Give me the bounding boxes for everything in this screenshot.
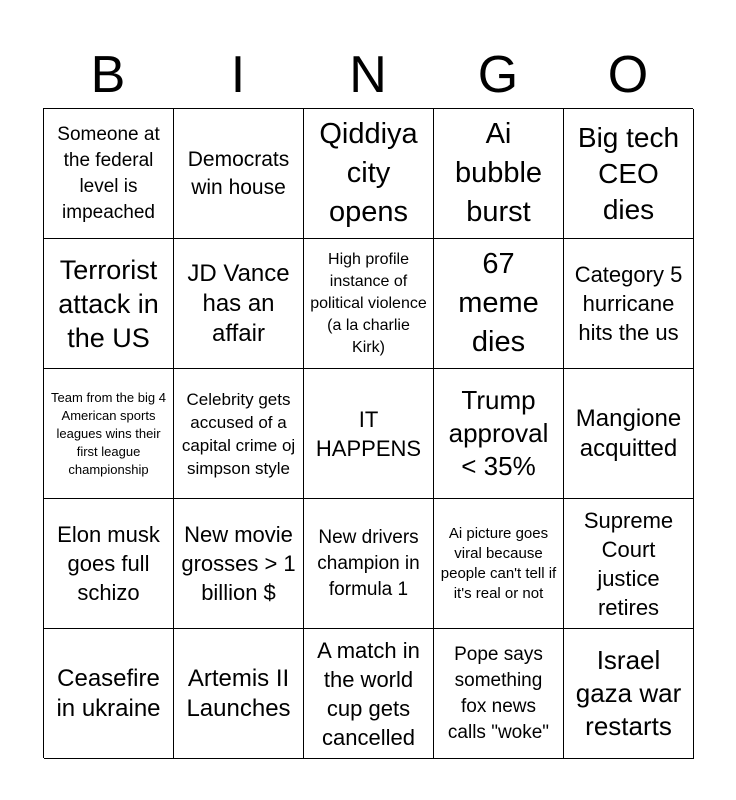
bingo-cell-r2c4[interactable]	[434, 239, 564, 369]
bingo-cell-r5c4[interactable]	[434, 629, 564, 759]
bingo-cell-text: Artemis II Launches	[186, 664, 291, 722]
bingo-cell-r5c3[interactable]	[304, 629, 434, 759]
bingo-cell-r4c2[interactable]	[174, 499, 304, 629]
bingo-cell-text: Qiddiya city opens	[319, 118, 418, 228]
bingo-cell-r5c2[interactable]	[174, 629, 304, 759]
bingo-cell-text: Supreme Court justice retires	[583, 507, 674, 620]
title-letter-b: B	[90, 46, 126, 104]
bingo-cell-r3c3[interactable]	[304, 369, 434, 499]
bingo-cell-text: Pope says something fox news calls "woke"	[447, 643, 550, 743]
bingo-cell-text: New movie grosses > 1 billion $	[181, 522, 296, 605]
bingo-cell-r5c1[interactable]	[44, 629, 174, 759]
bingo-cell-r2c1[interactable]	[44, 239, 174, 369]
bingo-cell-text: Israel gaza war restarts	[575, 645, 682, 741]
bingo-cell-text: Celebrity gets accused of a capital crime oj simpson style	[181, 389, 296, 478]
bingo-cell-text: Ceasefire in ukraine	[56, 664, 161, 722]
bingo-cell-r2c3[interactable]	[304, 239, 434, 369]
bingo-cell-r3c2[interactable]	[174, 369, 304, 499]
title-letter-g: G	[477, 46, 519, 104]
bingo-cell-r1c2[interactable]	[174, 109, 304, 239]
bingo-cell-r2c5[interactable]	[564, 239, 694, 369]
bingo-cell-text: JD Vance has an affair	[187, 259, 290, 347]
bingo-cell-text: Elon musk goes full schizo	[57, 522, 160, 605]
bingo-cell-r1c3[interactable]	[304, 109, 434, 239]
bingo-cell-r3c5[interactable]	[564, 369, 694, 499]
bingo-cell-text: Ai bubble burst	[454, 118, 543, 228]
title-letter-n: N	[349, 46, 387, 104]
bingo-cell-r1c5[interactable]	[564, 109, 694, 239]
bingo-cell-text: 67 meme dies	[458, 248, 539, 358]
bingo-cell-r5c5[interactable]	[564, 629, 694, 759]
bingo-cell-text: Trump approval < 35%	[448, 385, 549, 481]
bingo-cell-r4c1[interactable]	[44, 499, 174, 629]
bingo-cell-r4c4[interactable]	[434, 499, 564, 629]
bingo-cell-text: Terrorist attack in the US	[58, 254, 159, 353]
bingo-cell-r1c1[interactable]	[44, 109, 174, 239]
bingo-cell-r3c1[interactable]	[44, 369, 174, 499]
bingo-cell-r1c4[interactable]	[434, 109, 564, 239]
bingo-cell-text: Big tech CEO dies	[577, 121, 680, 225]
bingo-grid	[43, 108, 693, 758]
bingo-cell-text: Someone at the federal level is impeached	[57, 123, 160, 223]
bingo-cell-text: A match in the world cup gets cancelled	[317, 637, 420, 750]
title-letter-o: O	[607, 46, 649, 104]
bingo-cell-text: Democrats win house	[187, 147, 290, 199]
bingo-cell-text: High profile instance of political violence (a la charlie Kirk)	[310, 250, 427, 356]
bingo-cell-r2c2[interactable]	[174, 239, 304, 369]
bingo-cell-r3c4[interactable]	[434, 369, 564, 499]
bingo-cell-text: Mangione acquitted	[575, 404, 682, 462]
bingo-cell-r4c3[interactable]	[304, 499, 434, 629]
title-letter-i: I	[230, 46, 246, 104]
bingo-cell-text: IT HAPPENS	[315, 406, 422, 461]
bingo-cell-r4c5[interactable]	[564, 499, 694, 629]
bingo-title	[43, 46, 693, 104]
bingo-cell-text: New drivers champion in formula 1	[317, 526, 420, 600]
bingo-cell-text: Category 5 hurricane hits the us	[574, 262, 683, 345]
bingo-cell-text: Team from the big 4 American sports leagues wins their first league championship	[51, 389, 166, 477]
bingo-cell-text: Ai picture goes viral because people can't tell if it's real or not	[440, 524, 557, 602]
